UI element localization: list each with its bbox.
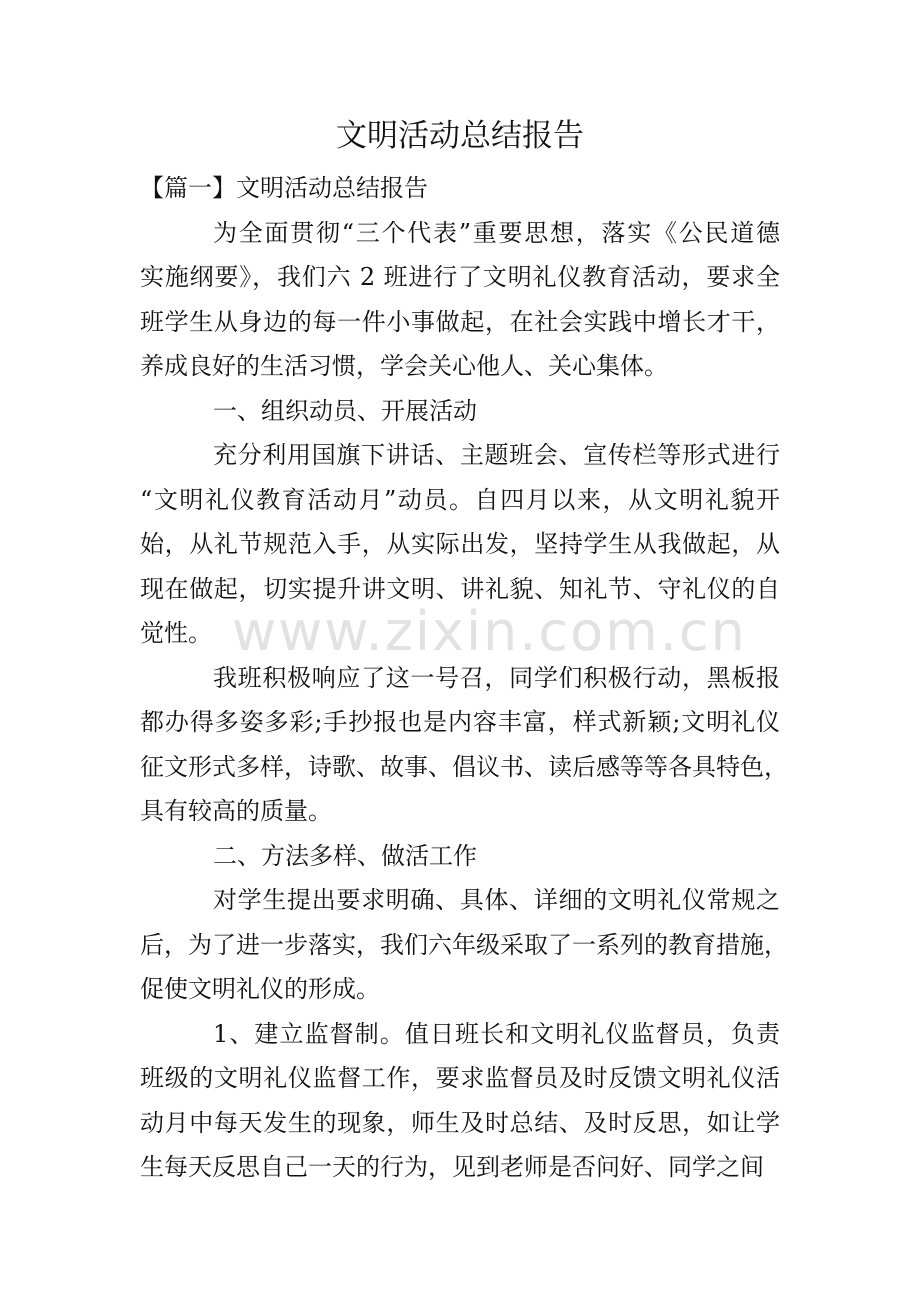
paragraph-line: “文明礼仪教育活动月”动员。自四月以来，从文明礼貌开 xyxy=(140,485,780,514)
paragraph-line: 实施纲要》，我们六 2 班进行了文明礼仪教育活动，要求全 xyxy=(140,263,780,291)
paragraph-line: 生每天反思自己一天的行为，见到老师是否问好、同学之间 xyxy=(140,1153,764,1181)
paragraph-line: 二、方法多样、做活工作 xyxy=(213,841,477,870)
paragraph-line: 现在做起，切实提升讲文明、讲礼貌、知礼节、守礼仪的自 xyxy=(140,574,780,603)
paragraph xyxy=(140,1012,780,1190)
paragraph xyxy=(140,834,780,879)
paragraph xyxy=(140,433,780,656)
section-heading: 【篇一】文明活动总结报告 xyxy=(140,174,428,202)
paragraph-line: 觉性。 xyxy=(140,619,212,647)
paragraph xyxy=(140,389,780,434)
paragraph-line: 1、建立监督制。值日班长和文明礼仪监督员，负责 xyxy=(213,1019,780,1048)
paragraph xyxy=(140,878,788,1012)
document-body xyxy=(140,211,788,1190)
paragraph-line: 班级的文明礼仪监督工作，要求监督员及时反馈文明礼仪活 xyxy=(140,1064,780,1092)
paragraph-line: 具有较高的质量。 xyxy=(140,797,332,825)
paragraph xyxy=(140,211,780,389)
paragraph-line: 对学生提出要求明确、具体、详细的文明礼仪常规之 xyxy=(213,886,780,914)
document-title: 文明活动总结报告 xyxy=(336,118,584,154)
document-page xyxy=(140,112,788,1190)
paragraph-line: 后，为了进一步落实，我们六年级采取了一系列的教育措施， xyxy=(140,930,788,959)
paragraph-line: 我班积极响应了这一号召，同学们积极行动，黑板报 xyxy=(213,663,780,692)
paragraph-line: 都办得多姿多彩;手抄报也是内容丰富，样式新颖;文明礼仪 xyxy=(140,708,780,736)
paragraph-line: 一、组织动员、开展活动 xyxy=(213,396,477,425)
paragraph-line: 动月中每天发生的现象，师生及时总结、及时反思，如让学 xyxy=(140,1108,780,1137)
paragraph-line: 为全面贯彻“三个代表”重要思想，落实《公民道德 xyxy=(213,218,780,247)
paragraph-line: 充分利用国旗下讲话、主题班会、宣传栏等形式进行 xyxy=(213,441,780,469)
paragraph-line: 班学生从身边的每一件小事做起，在社会实践中增长才干， xyxy=(140,307,780,336)
paragraph-line: 促使文明礼仪的形成。 xyxy=(140,975,380,1003)
paragraph xyxy=(140,656,788,834)
paragraph-line: 始，从礼节规范入手，从实际出发，坚持学生从我做起，从 xyxy=(140,530,780,558)
watermark-text: www.zixin.com.cn xyxy=(232,600,747,663)
paragraph-line: 征文形式多样，诗歌、故事、倡议书、读后感等等各具特色， xyxy=(140,752,788,781)
paragraph-line: 养成良好的生活习惯，学会关心他人、关心集体。 xyxy=(140,352,668,380)
